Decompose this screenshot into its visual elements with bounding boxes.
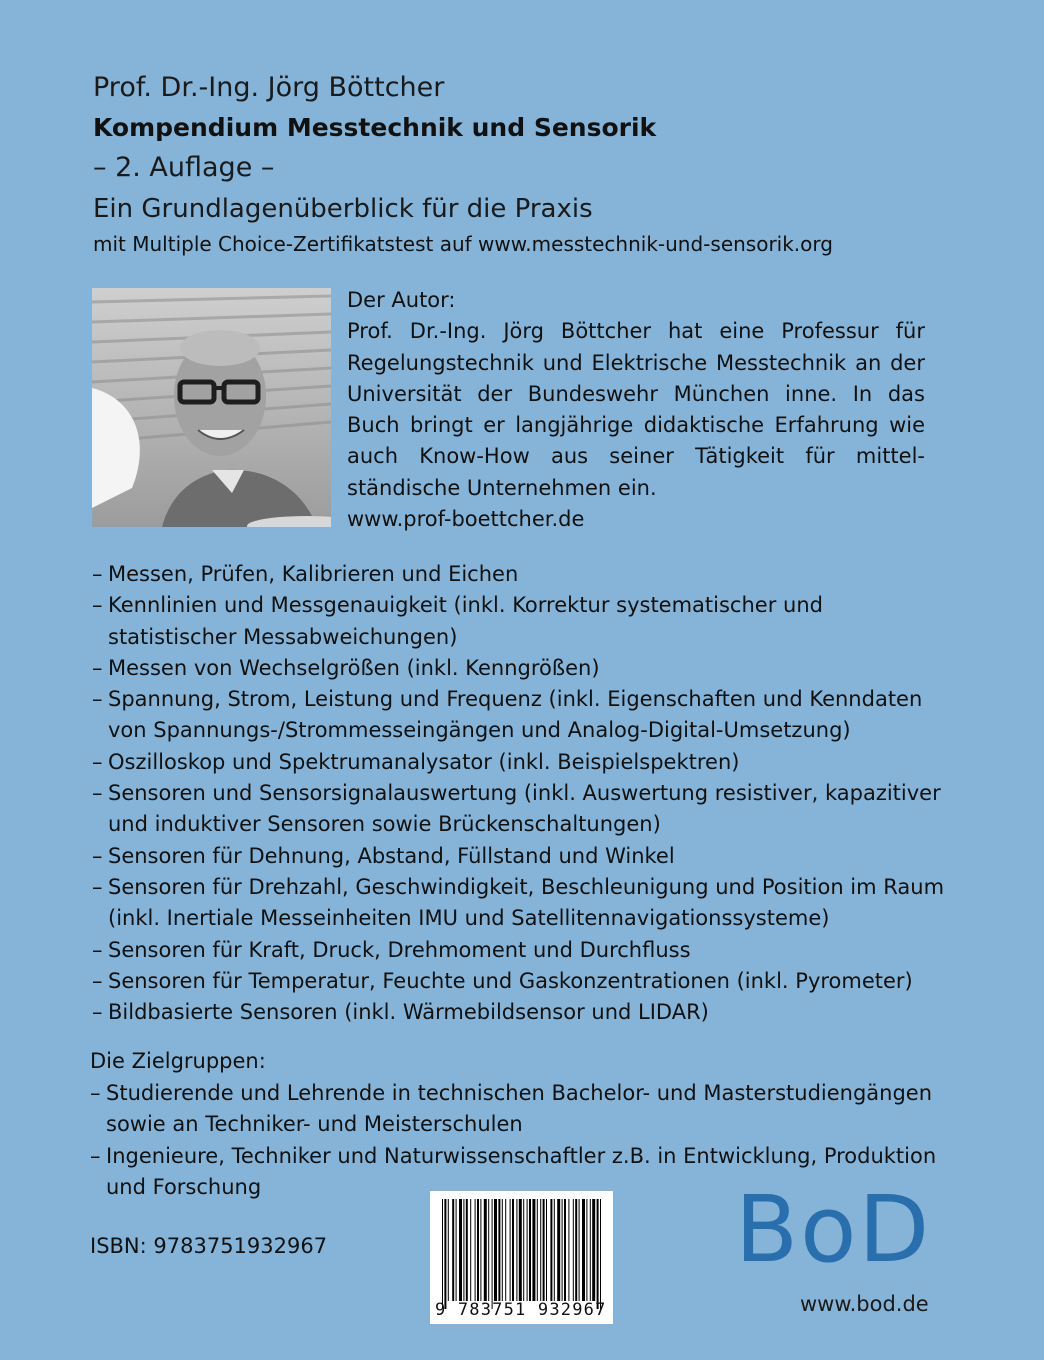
barcode-bar	[519, 1199, 522, 1301]
barcode-bar	[494, 1199, 497, 1301]
barcode-bar	[470, 1199, 471, 1301]
barcode-bar	[492, 1199, 493, 1309]
bio-text: Prof. Dr.-Ing. Jörg Böttcher hat eine Professur für Regelungstechnik und Elektrische Messtechnik an der Universität der Bundeswehr München inne. In das Buch bringt er langjährige didaktische Erfahrung wie auch Know-How aus seiner Tätigkeit für mittel-ständische Unternehmen ein.	[347, 319, 925, 500]
barcode-bar	[463, 1199, 464, 1301]
barcode-bar	[466, 1199, 468, 1301]
publisher-website[interactable]: www.bod.de	[800, 1292, 929, 1316]
list-item: – Oszilloskop und Spektrumanalysator (inkl. Beispielspektren)	[92, 747, 952, 778]
barcode-bar	[442, 1199, 443, 1309]
barcode-bar	[586, 1199, 587, 1301]
book-title: Kompendium Messtechnik und Sensorik	[93, 113, 657, 142]
barcode-bar	[477, 1199, 479, 1301]
barcode-bar	[573, 1199, 574, 1301]
publisher-logo: BoD	[735, 1176, 932, 1283]
author-photo	[92, 288, 331, 527]
list-item: – Messen, Prüfen, Kalibrieren und Eichen	[92, 559, 952, 590]
author-name: Prof. Dr.-Ing. Jörg Böttcher	[93, 72, 445, 103]
isbn-label: ISBN: 9783751932967	[90, 1234, 328, 1258]
barcode-bar	[505, 1199, 506, 1301]
barcode-bar	[575, 1199, 577, 1301]
barcode-bar	[564, 1199, 566, 1301]
list-item: – Sensoren für Drehzahl, Geschwindigkeit, Beschleunigung und Position im Raum (inkl. Inertiale Messeinheiten IMU und Satellitennavigationssysteme)	[92, 872, 952, 935]
list-item: – Ingenieure, Techniker und Naturwissenschaftler z.B. in Entwicklung, Produktion und Forschung	[90, 1141, 950, 1204]
barcode-bar	[512, 1199, 514, 1301]
barcode-bar	[459, 1199, 462, 1301]
list-item: – Sensoren für Dehnung, Abstand, Füllstand und Winkel	[92, 841, 952, 872]
author-bio	[347, 285, 925, 535]
barcode-bar	[540, 1199, 541, 1301]
barcode-bar	[590, 1199, 591, 1301]
barcode-bar	[510, 1199, 511, 1301]
list-item: – Sensoren und Sensorsignalauswertung (inkl. Auswertung resistiver, kapazitiver und induktiver Sensoren sowie Brückenschaltungen)	[92, 778, 952, 841]
barcode-bar	[484, 1199, 487, 1301]
barcode-bar	[452, 1199, 454, 1301]
barcode-bar	[543, 1199, 545, 1301]
barcode-bar	[502, 1199, 503, 1301]
barcode-bar	[480, 1199, 481, 1301]
barcode-bar	[546, 1199, 547, 1301]
barcode-bar	[557, 1199, 560, 1301]
barcode-bar	[537, 1199, 538, 1301]
list-item: – Bildbasierte Sensoren (inkl. Wärmebildsensor und LIDAR)	[92, 997, 952, 1028]
list-item: – Studierende und Lehrende in technischen Bachelor- und Masterstudiengängen sowie an Techniker- und Meisterschulen	[90, 1078, 950, 1141]
barcode-bar	[488, 1199, 489, 1301]
barcode-bar	[592, 1199, 595, 1301]
author-website[interactable]: www.prof-boettcher.de	[347, 507, 585, 532]
list-item: – Spannung, Strom, Leistung und Frequenz (inkl. Eigenschaften und Kenndaten von Spannungs-/Strommesseingängen und Analog-Digital-Umsetzung)	[92, 684, 952, 747]
barcode-bar	[529, 1199, 531, 1301]
barcode-bar	[532, 1199, 535, 1301]
barcode-bar	[523, 1199, 524, 1301]
book-subtitle: Ein Grundlagenüberblick für die Praxis	[93, 194, 593, 224]
list-item: – Sensoren für Temperatur, Feuchte und Gaskonzentrationen (inkl. Pyrometer)	[92, 966, 952, 997]
list-item: – Kennlinien und Messgenauigkeit (inkl. Korrektur systematischer und statistischer Messabweichungen)	[92, 590, 952, 653]
barcode-number: 9 783751 932967	[435, 1300, 607, 1320]
barcode-bar	[448, 1199, 449, 1301]
topic-list	[92, 559, 952, 1028]
barcode-bar	[516, 1199, 517, 1301]
barcode-bar	[597, 1199, 599, 1309]
list-item: – Messen von Wechselgrößen (inkl. Kenngrößen)	[92, 653, 952, 684]
barcode-bar	[582, 1199, 585, 1301]
barcode-bar	[554, 1199, 555, 1301]
barcode-bar	[562, 1199, 563, 1301]
target-groups-heading: Die Zielgruppen:	[90, 1049, 266, 1073]
edition-label: – 2. Auflage –	[93, 152, 275, 183]
barcode-bar	[475, 1199, 476, 1301]
certificate-note: mit Multiple Choice-Zertifikatstest auf www.messtechnik-und-sensorik.org	[93, 232, 833, 256]
barcode-bar	[527, 1199, 528, 1301]
barcode-bar	[444, 1199, 446, 1309]
list-item: – Sensoren für Kraft, Druck, Drehmoment und Durchfluss	[92, 935, 952, 966]
bio-heading: Der Autor:	[347, 288, 456, 312]
barcode-bar	[456, 1199, 457, 1301]
barcode-bar	[550, 1199, 552, 1301]
barcode-bar	[568, 1199, 569, 1301]
barcode-bar	[498, 1199, 500, 1301]
barcode-bar	[600, 1199, 601, 1309]
barcode-bar	[579, 1199, 580, 1301]
